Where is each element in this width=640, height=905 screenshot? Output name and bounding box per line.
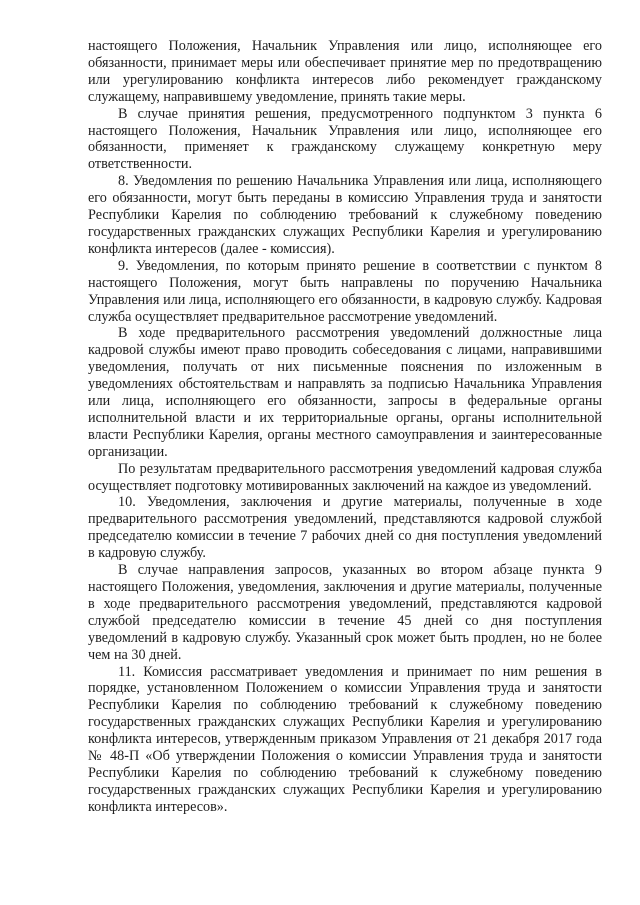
paragraph-8: 8. Уведомления по решению Начальника Управления или лица, исполняющего его обязанности, могут быть переданы в комиссию Управления труда и занятости Республики Карелия по соблюдению требований к служебному поведению государственных гражданских служащих Республики Карелия и урегулированию конфликта интересов (далее - комиссия). xyxy=(88,173,602,257)
paragraph-7-continuation: настоящего Положения, Начальник Управления или лицо, исполняющее его обязанности, принимает меры или обеспечивает принятие мер по предотвращению или урегулированию конфликта интересов либо рекомендует гражданскому служащему, направившему уведомление, принять такие меры. xyxy=(88,38,602,105)
paragraph-10: 10. Уведомления, заключения и другие материалы, полученные в ходе предварительного рассмотрения уведомлений, представляются кадровой службой председателю комиссии в течение 7 рабочих дней со дня поступления уведомлений в кадровую службу. xyxy=(88,494,602,562)
paragraph-10-requests: В случае направления запросов, указанных во втором абзаце пункта 9 настоящего Положения, уведомления, заключения и другие материалы, полученные в ходе предварительного рассмотрения уведомлений, представляются кадровой службой председателю комиссии в течение 45 дней со дня поступления уведомлений в кадровую службу. Указанный срок может быть продлен, но не более чем на 30 дней. xyxy=(88,562,602,663)
paragraph-7-liability: В случае принятия решения, предусмотренного подпунктом 3 пункта 6 настоящего Положения, Начальник Управления или лицо, исполняющее его обязанности, применяет к гражданскому служащему конкретную меру ответственности. xyxy=(88,105,602,173)
paragraph-11: 11. Комиссия рассматривает уведомления и принимает по ним решения в порядке, установленном Положением о комиссии Управления труда и занятости Республики Карелия по соблюдению требований к служебному поведению государственных гражданских служащих Республики Карелия и урегулированию конфликта интересов, утвержденным приказом Управления от 21 декабря 2017 года № 48-П «Об утверждении Положения о комиссии Управления труда и занятости Республики Карелия по соблюдению требований к служебному поведению государственных гражданских служащих Республики Карелия и урегулированию конфликта интересов». xyxy=(88,663,602,815)
paragraph-9-preliminary-review: В ходе предварительного рассмотрения уведомлений должностные лица кадровой службы имеют право проводить собеседования с лицами, направившими уведомления, получать от них письменные пояснения по изложенным в уведомлениях обстоятельствам и направлять за подписью Начальника Управления или лица, исполняющего его обязанности, запросы в федеральные органы исполнительной власти и их территориальные органы, органы исполнительной власти Республики Карелия, органы местного самоуправления и заинтересованные организации. xyxy=(88,325,602,460)
paragraph-9-conclusions: По результатам предварительного рассмотрения уведомлений кадровая служба осуществляет подготовку мотивированных заключений на каждое из уведомлений. xyxy=(88,460,602,494)
document-body xyxy=(88,38,602,816)
paragraph-9: 9. Уведомления, по которым принято решение в соответствии с пунктом 8 настоящего Положения, могут быть направлены по поручению Начальника Управления или лица, исполняющего его обязанности, в кадровую службу. Кадровая служба осуществляет предварительное рассмотрение уведомлений. xyxy=(88,257,602,325)
